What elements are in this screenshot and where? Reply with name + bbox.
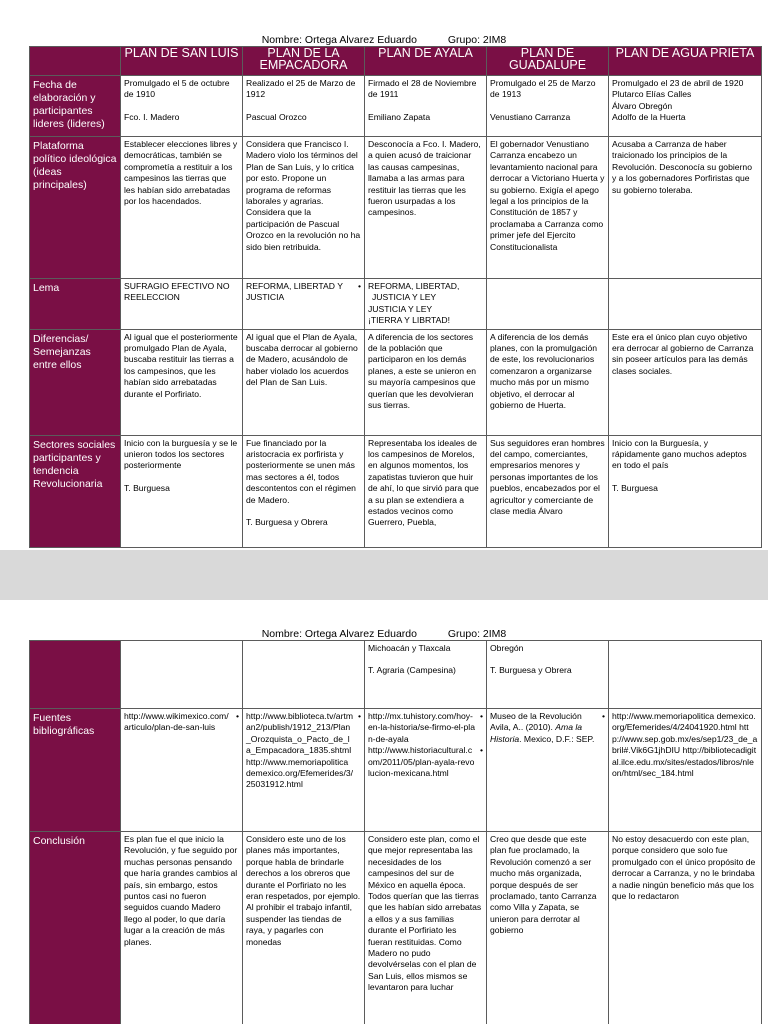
student-group-2: Grupo: 2IM8 [447,628,507,640]
cell-sectores-guadalupe: Sus seguidores eran hombres del campo, comerciantes, empresarios menores y personas importantes de los pueblos, encabezados por el agricultor y comerciante de clase media Álvaro [487,435,609,547]
cell-fecha-san-luis: Promulgado el 5 de octubre de 1910 Fco. I. Madero [121,76,243,137]
page-gap [0,550,768,600]
cell-fuentes-ayala: http://mx.tuhistory.com/hoy-en-la-historia/se-firmo-el-plan-de-ayala • http://www.historiacultural.com/2011/05/plan-ayala-revolucion-mexicana.html • [365,709,487,832]
cell-fuentes-empacadora: http://www.biblioteca.tv/artman2/publish/1912_213/Plan_Orozquista_o_Pacto_de_la_Empacadora_1835.shtml • • http://www.memoriapolitica demexico.org/Efemerides/3/25031912.html [243,709,365,832]
cell-lema-guadalupe [487,279,609,330]
student-name: Nombre: Ortega Alvarez Eduardo [261,34,417,46]
cell-sectores-empacadora: Fue financiado por la aristocracia ex porfirista y posteriormente se unen más mas sectores a él, todos descontentos con el régimen de Madero. T. Burguesa y Obrera [243,435,365,547]
cell-fuentes-san-luis: http://www.wikimexico.com/articulo/plan-de-san-luis • [121,709,243,832]
page-2 [0,600,768,1024]
cell-diferencias-agua-prieta: Este era el único plan cuyo objetivo era derrocar al gobierno de Carranza sin poseer artículos para las demás clases sociales. [609,329,762,435]
cell-sectores-ayala: Representaba los ideales de los campesinos de Morelos, en algunos momentos, los zapatistas tuvieron que huir de ahí, lo que sirvió para que a su plan se extendiera a estados vecinos como Guerrero, Puebla, [365,435,487,547]
cell-plataforma-empacadora: Considera que Francisco I. Madero violo los términos del Plan de San Luis, y lo critica por esto. Propone un programa de reformas laborales y agrarias. Considera que la participación de Pascual Orozco en la revolución no ha sido bien retribuida. [243,137,365,279]
plans-table [29,46,762,548]
cell-plataforma-san-luis: Establecer elecciones libres y democráticas, también se comprometía a restituir a los campesinos las tierras que les habían sido arrebatadas por los hacendados. [121,137,243,279]
cell-diferencias-empacadora: Al igual que el Plan de Ayala, buscaba derrocar al gobierno de Madero, acusándolo de haber violado los acuerdos del Plan de San Luis. [243,329,365,435]
row-label-lema: Lema [30,279,121,330]
student-group: Grupo: 2IM8 [447,34,507,46]
cell-plataforma-guadalupe: El gobernador Venustiano Carranza encabezo un levantamiento nacional para derrocar a Victoriano Huerta y su gobierno. Exigía el apego legal a los principios de la Constitución de 1857 y proclamaba a Carranza como primer jefe del Ejercito Constitucionalista [487,137,609,279]
page-header [0,34,768,46]
cell-conclusion-agua-prieta: No estoy desacuerdo con este plan, porque considero que solo fue promulgado con el único propósito de derrocar a Carranza, y no le brindaba a nadie ningún beneficio más que los que lo redactaron [609,832,762,1024]
cell-conclusion-ayala: Considero este plan, como el que mejor representaba las necesidades de los campesinos del sur de México en aquella época. Todos querían que las tierras que les habían sido arrebatas a ellos y a sus familias durante el Porfiriato les fueran restituidas. Como Madero no pudo devolvérselas con el plan de San Luis, ellos mismos se levantaron para luchar [365,832,487,1024]
col-header-san-luis: PLAN DE SAN LUIS [121,47,243,76]
row-label-conclusion: Conclusión [30,832,121,1024]
cell-diferencias-guadalupe: A diferencia de los demás planes, con la promulgación de este, los revolucionarios comenzaron a organizarse mucho más por un mismo objetivo, el derrocar al gobierno de Huerta. [487,329,609,435]
page-header-2 [0,628,768,640]
row-label-plataforma: Plataforma político ideológica (ideas principales) [30,137,121,279]
cell-fecha-agua-prieta: Promulgado el 23 de abril de 1920 Plutarco Elías Calles Álvaro Obregón Adolfo de la Huerta [609,76,762,137]
cell-fecha-ayala: Firmado el 28 de Noviembre de 1911 Emiliano Zapata [365,76,487,137]
cell-cont-agua-prieta [609,641,762,709]
cell-sectores-agua-prieta: Inicio con la Burguesía, y rápidamente gano muchos adeptos en todo el país T. Burguesa [609,435,762,547]
col-header-ayala: PLAN DE AYALA [365,47,487,76]
student-name-2: Nombre: Ortega Alvarez Eduardo [261,628,417,640]
cell-cont-empacadora [243,641,365,709]
row-label-sectores: Sectores sociales participantes y tendencia Revolucionaria [30,435,121,547]
cell-fecha-guadalupe: Promulgado el 25 de Marzo de 1913 Venustiano Carranza [487,76,609,137]
row-label-fuentes: Fuentes bibliográficas [30,709,121,832]
row-label-fecha: Fecha de elaboración y participantes lideres (lideres) [30,76,121,137]
lema-empacadora-text: REFORMA, LIBERTAD Y JUSTICIA • [246,281,361,304]
cell-conclusion-san-luis: Es plan fue el que inicio la Revolución, y fue seguido por muchas personas pensando que haría grandes cambios al país, sin embargo, estos puntos casi no fueron seguidos cuando Madero llego al poder, lo que daría lugar a la creación de más planes. [121,832,243,1024]
cell-sectores-san-luis: Inicio con la burguesía y se le unieron todos los sectores posteriormente T. Burguesa [121,435,243,547]
plans-table-continued [29,640,762,1024]
row-label-continued [30,641,121,709]
cell-cont-guadalupe: Obregón T. Burguesa y Obrera [487,641,609,709]
cell-cont-ayala: Michoacán y Tlaxcala T. Agraria (Campesina) [365,641,487,709]
cell-plataforma-agua-prieta: Acusaba a Carranza de haber traicionado los principios de la Revolución. Desconocía su gobierno y a los gobernadores Porfiristas que su gobierno toleraba. [609,137,762,279]
cell-lema-san-luis: SUFRAGIO EFECTIVO NO REELECCION [121,279,243,330]
row-label-diferencias: Diferencias/ Semejanzas entre ellos [30,329,121,435]
corner-cell [30,47,121,76]
cell-plataforma-ayala: Desconocía a Fco. I. Madero, a quien acusó de traicionar las causas campesinas, llamaba a las armas para restituir las tierras que les fueron usurpadas a los campesinos. [365,137,487,279]
col-header-empacadora: PLAN DE LA EMPACADORA [243,47,365,76]
cell-lema-ayala: • REFORMA, LIBERTAD, JUSTICIA Y LEY • JUSTICIA Y LEY • ¡TIERRA Y LIBRTAD! [365,279,487,330]
cell-conclusion-guadalupe: Creo que desde que este plan fue proclamado, la Revolución comenzó a ser mucho más organizada, porque después de ser proclamado, tanto Carranza como Villa y Zapata, se unieron para derrotar al gobierno [487,832,609,1024]
col-header-guadalupe: PLAN DE GUADALUPE [487,47,609,76]
cell-diferencias-ayala: A diferencia de los sectores de la población que participaron en los demás planes, a este se unieron en su mayoría campesinos que querían que les devolvieran sus tierras. [365,329,487,435]
cell-diferencias-san-luis: Al igual que el posteriormente promulgado Plan de Ayala, buscaba restituir las tierras a los campesinos, que les habían sido arrebatadas durante el Porfiriato. [121,329,243,435]
cell-cont-san-luis [121,641,243,709]
cell-fecha-empacadora: Realizado el 25 de Marzo de 1912 Pascual Orozco [243,76,365,137]
cell-lema-empacadora [243,279,365,330]
cell-lema-agua-prieta [609,279,762,330]
col-header-agua-prieta: PLAN DE AGUA PRIETA [609,47,762,76]
cell-conclusion-empacadora: Considero este uno de los planes más importantes, porque habla de brindarle derechos a los obreros que durante el Porfiriato no les eran respetados, por ejemplo. Al prohibir el trabajo infantil, suspender las tiendas de raya, y pagarles con monedas [243,832,365,1024]
cell-fuentes-guadalupe: Museo de la Revolución Avila, A.. (2010). Ama la Historia. Mexico, D.F.: SEP. • [487,709,609,832]
cell-fuentes-agua-prieta: http://www.memoriapolitica demexico.org/Efemerides/4/24041920.html http://www.sep.gob.mx/es/sep1/23_de_abril#.Vik6G1jhDIU http://bibliotecadigital.ilce.edu.mx/sites/estados/libros/nleon/html/sec_184.html [609,709,762,832]
